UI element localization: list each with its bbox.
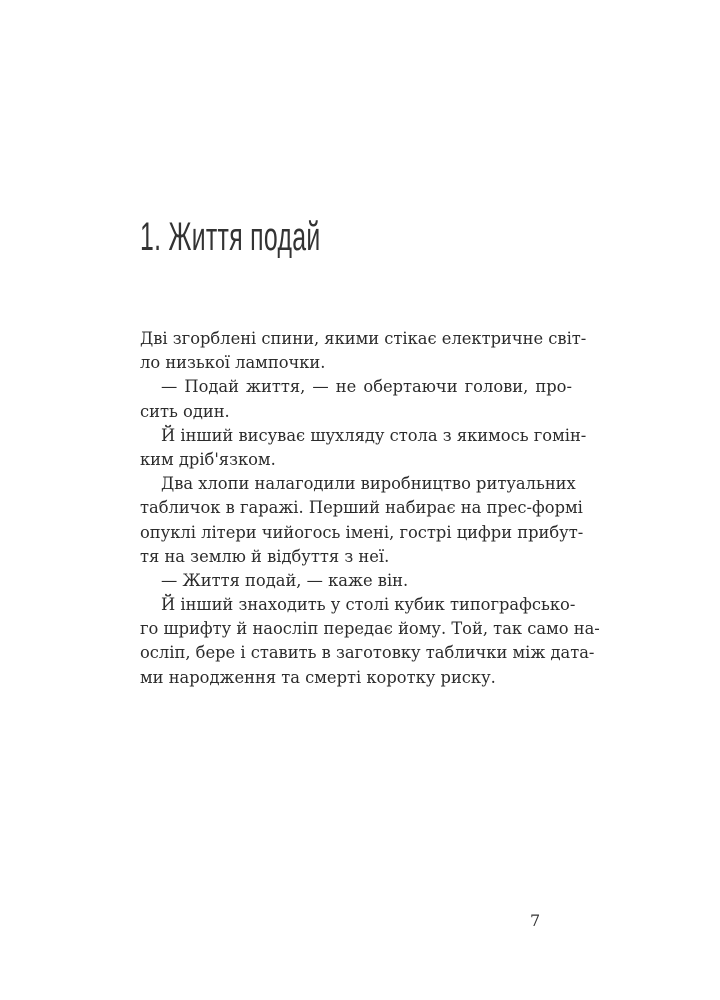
text-line: Два хлопи налагодили виробництво ритуальних [161, 474, 576, 494]
text-line: осліп, бере і ставить в заготовку таблички між дата- [140, 643, 595, 663]
text-line: опуклі літери чийогось імені, гострі цифри прибут- [140, 522, 584, 542]
text-line: табличок в гаражі. Перший набирає на прес-формі [140, 498, 583, 518]
text-line: — Життя подай, — каже він. [161, 570, 409, 590]
text-line: Й інший знаходить у столі кубик типографсько- [161, 595, 576, 615]
page-number: 7 [530, 911, 541, 930]
text-line: ло низької лампочки. [140, 353, 326, 373]
text-line: Й інший висуває шухляду стола з якимось гомін- [161, 425, 587, 445]
chapter-title: 1. Життя подай [140, 214, 321, 259]
text-line: го шрифту й наосліп передає йому. Той, так само на- [140, 619, 600, 639]
text-line: сить один. [140, 401, 230, 421]
text-line: ми народження та смерті коротку риску. [140, 667, 496, 687]
text-line: ким дріб'язком. [140, 449, 276, 469]
text-line: тя на землю й відбуття з неї. [140, 546, 390, 566]
text-line: — Подай життя, — не обертаючи голови, про- [161, 377, 572, 397]
chapter-body-text [140, 327, 600, 690]
text-line: Дві згорблені спини, якими стікає електричне світ- [140, 329, 587, 348]
